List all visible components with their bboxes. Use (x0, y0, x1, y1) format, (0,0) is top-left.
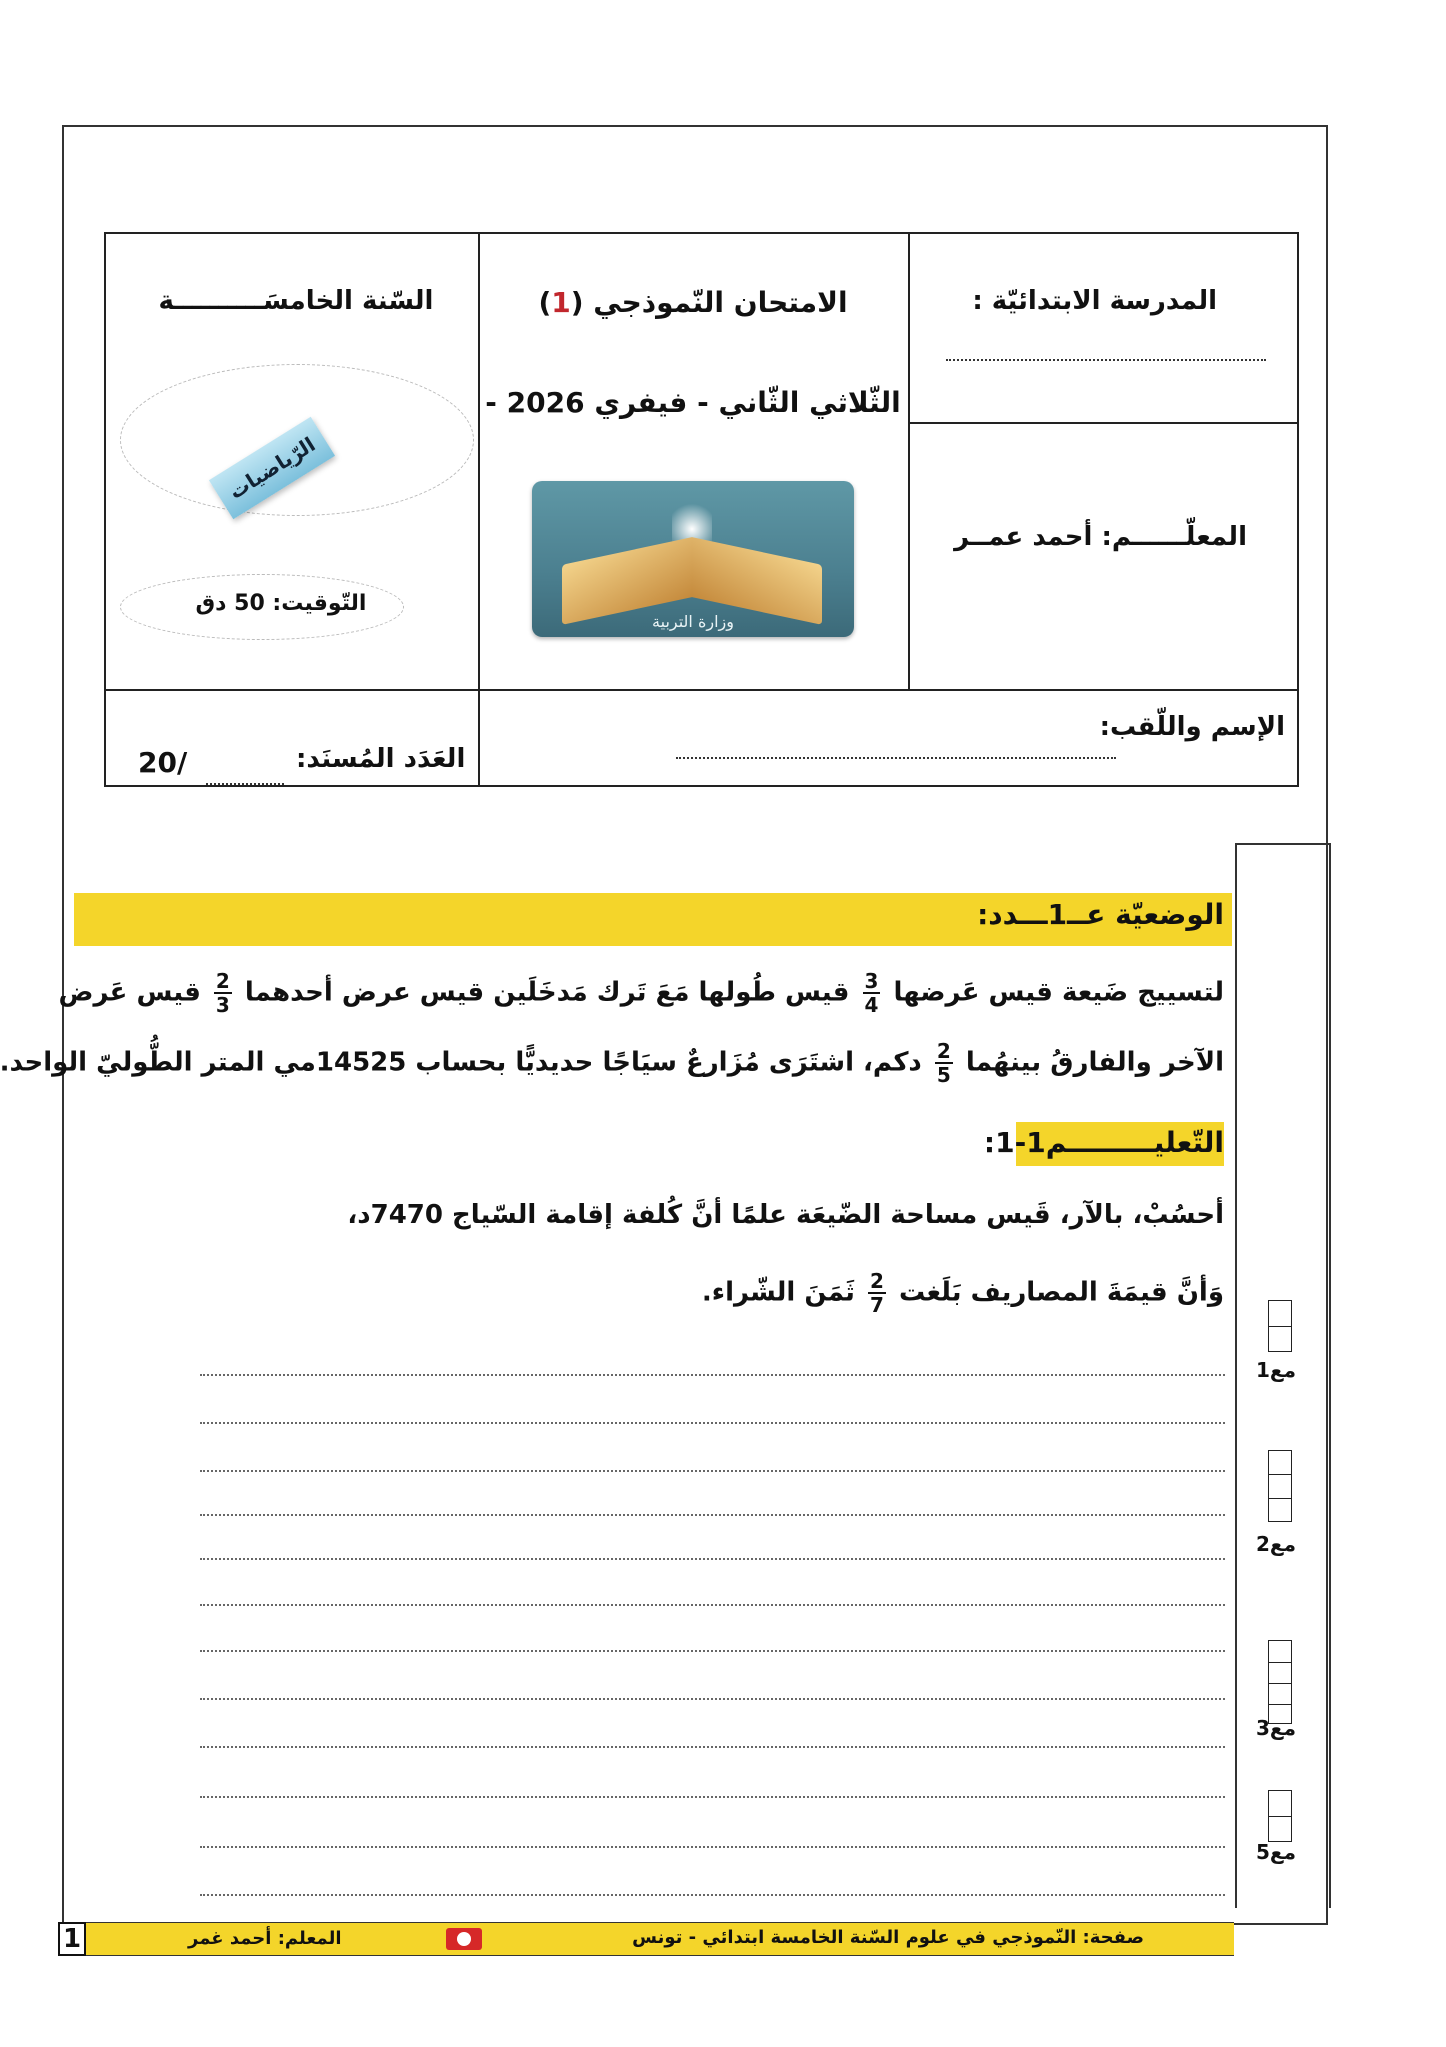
answer-line[interactable] (200, 1650, 1225, 1652)
footer-teacher: المعلم: أحمد غمر (188, 1928, 342, 1949)
exam-number: 1 (551, 286, 571, 319)
situation-title: الوضعيّة عــ1ـــدد: (977, 898, 1224, 931)
criterion-label-3: مع3 (1256, 1716, 1296, 1740)
answer-line[interactable] (200, 1422, 1225, 1424)
answer-line[interactable] (200, 1894, 1225, 1896)
criterion-label-5: مع5 (1256, 1840, 1296, 1864)
footer-title: صفحة: النّموذجي في علوم السّنة الخامسة ابتدائي - تونس (632, 1927, 1144, 1948)
teacher-field: المعلّــــــم: أحمد عمــر (954, 522, 1247, 552)
fraction-two-sevenths: $\frac{2}{7}$ (870, 1269, 884, 1317)
logo-caption: وزارة التربية (652, 612, 734, 631)
criterion-box-5[interactable] (1268, 1790, 1292, 1842)
subject-ribbon: الرّياضيات (209, 417, 335, 520)
answer-line[interactable] (200, 1846, 1225, 1848)
grade-label: السّنة الخامسَــــــــــة (158, 286, 434, 316)
answer-line[interactable] (200, 1796, 1225, 1798)
criterion-box-2[interactable] (1268, 1450, 1292, 1522)
fraction-three-quarters: $\frac{3}{4}$ (864, 969, 879, 1017)
answer-line[interactable] (200, 1514, 1225, 1516)
term-date: الثّلاثي الثّاني - فيفري 2026 - (485, 386, 901, 419)
answer-line[interactable] (200, 1470, 1225, 1472)
answer-line[interactable] (200, 1374, 1225, 1376)
score-total: 20/ (138, 746, 188, 779)
footer-bar (58, 1922, 1234, 1956)
instruction-line-2: وَأنَّ قيمَةَ المصاريف بَلَغت $\frac{2}{7}$ ثَمَنَ الشّراء. (701, 1269, 1224, 1317)
criterion-label-2: مع2 (1256, 1532, 1296, 1556)
answer-line[interactable] (200, 1558, 1225, 1560)
school-name-field[interactable] (946, 346, 1266, 365)
answer-line[interactable] (200, 1746, 1225, 1748)
score-field[interactable] (206, 770, 284, 789)
situation-line-1: لتسييج ضَيعة قيس عَرضها $\frac{3}{4}$ قيس طُولها مَعَ تَرك مَدخَلَين قيس عرض أحدهما $\frac{2}{3}$ قيس عَرض (58, 969, 1224, 1017)
criterion-box-1[interactable] (1268, 1300, 1292, 1352)
name-field[interactable] (676, 744, 1116, 763)
ministry-logo (532, 481, 854, 637)
teacher-name: أحمد عمــر (954, 522, 1093, 552)
criterion-box-3[interactable] (1268, 1640, 1292, 1724)
duration-label: التّوقيت: 50 دق (195, 591, 367, 616)
criterion-label-1: مع1 (1256, 1358, 1296, 1382)
exam-title: الامتحان النّموذجي (1) (538, 286, 848, 319)
score-assigned-label: العَدَد المُسنَد: (296, 744, 466, 774)
tunisia-flag-icon (446, 1928, 482, 1950)
instruction-title: التّعليـــــــــم1-1: (983, 1126, 1224, 1159)
answer-line[interactable] (200, 1604, 1225, 1606)
answer-line[interactable] (200, 1698, 1225, 1700)
situation-line-2: الآخر والفارقُ بينهُما $\frac{2}{5}$ دكم، اشتَرَى مُزَارعٌ سيَاجًا حديديًّا بحساب 14525مي المتر الطُّوليّ الواحد. (0, 1039, 1224, 1087)
page-number: 1 (58, 1922, 86, 1956)
fraction-two-thirds: $\frac{2}{3}$ (215, 969, 230, 1017)
fraction-two-fifths: $\frac{2}{5}$ (936, 1039, 951, 1087)
name-label: الإسم واللّقب: (1099, 712, 1285, 742)
school-label: المدرسة الابتدائيّة : (972, 286, 1217, 316)
instruction-line-1: أحسُبْ، بالآر، قَيس مساحة الضّيعَة علمًا أنَّ كُلفة إقامة السّياج 7470د، (347, 1200, 1224, 1230)
